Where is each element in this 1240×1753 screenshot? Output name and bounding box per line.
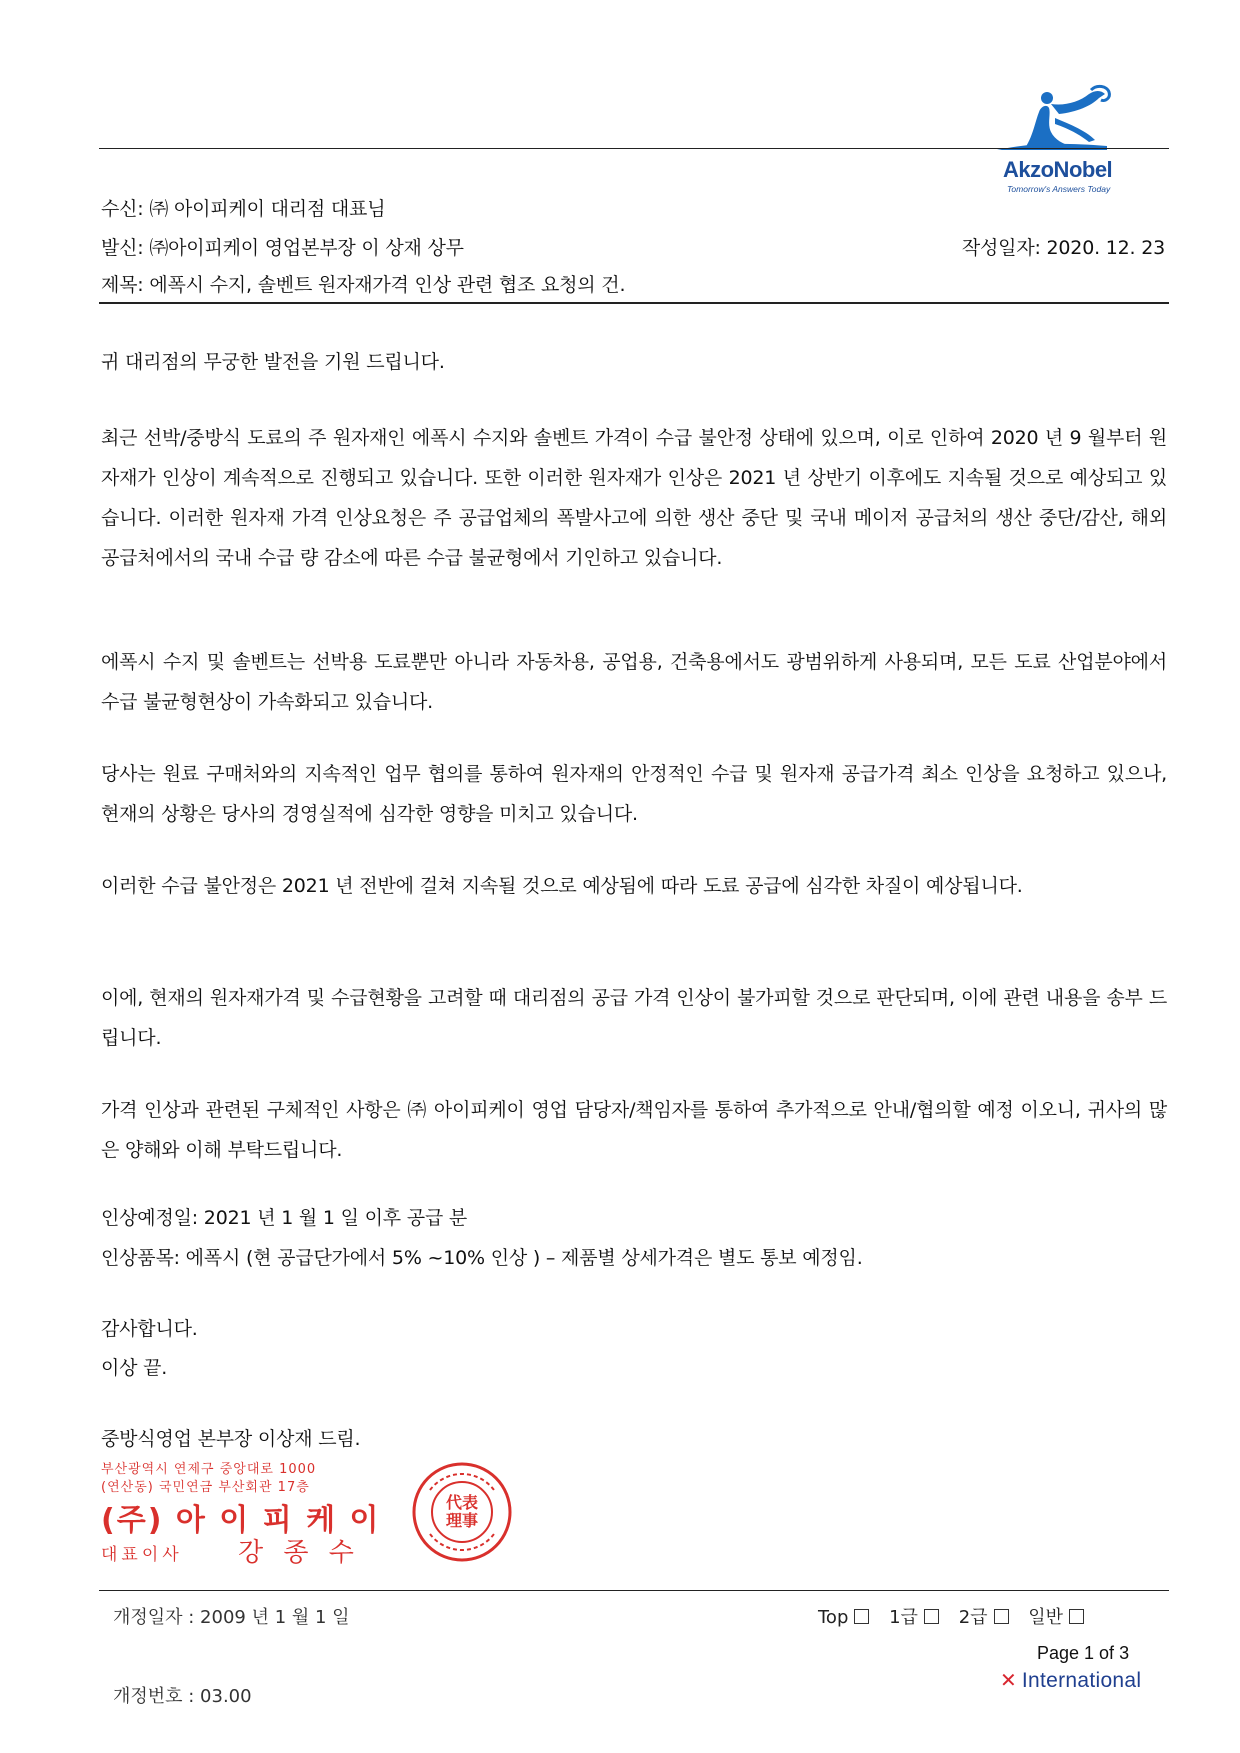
international-brand: International (1021, 1669, 1142, 1692)
paragraph-2: 에폭시 수지 및 솔벤트는 선박용 도료뿐만 아니라 자동차용, 공업용, 건축용에서도 광범위하게 사용되며, 모든 도료 산업분야에서 수급 불균형현상이 가속화되고 있습니다. (101, 651, 1167, 713)
class-2-checkbox[interactable] (994, 1609, 1009, 1624)
thanks-line: 감사합니다. (101, 1318, 198, 1340)
paragraph-6: 가격 인상과 관련된 구체적인 사항은 ㈜ 아이피케이 영업 담당자/책임자를 통하여 추가적으로 안내/협의할 예정 이오니, 귀사의 많은 양해와 이해 부탁드립니다. (101, 1099, 1167, 1161)
date-line: 작성일자: 2020. 12. 23 (961, 237, 1165, 259)
ceo-name-stamp: 강 종 수 (238, 1538, 360, 1568)
company-address-1: 부산광역시 연제구 중앙대로 1000 (101, 1462, 317, 1477)
akzonobel-brand: AkzoNobel (1003, 157, 1113, 182)
akzonobel-tagline: Tomorrow's Answers Today (1007, 184, 1111, 194)
paragraph-4: 이러한 수급 불안정은 2021 년 전반에 걸쳐 지속될 것으로 예상됨에 따라 도료 공급에 심각한 차질이 예상됩니다. (101, 875, 1023, 897)
paragraph-5: 이에, 현재의 원자재가격 및 수급현황을 고려할 때 대리점의 공급 가격 인상이 불가피할 것으로 판단되며, 이에 관련 내용을 송부 드립니다. (101, 987, 1167, 1049)
akzonobel-figure-icon (995, 84, 1145, 154)
header-top-rule (99, 148, 1169, 149)
class-2-label: 2급 (958, 1607, 988, 1628)
greeting: 귀 대리점의 무궁한 발전을 기원 드립니다. (101, 351, 445, 373)
international-x-icon: ✕ (1000, 1668, 1017, 1692)
class-1-checkbox[interactable] (924, 1609, 939, 1624)
ceo-title-stamp: 대표이사 (101, 1545, 183, 1565)
signature-line: 중방식영업 본부장 이상재 드림. (101, 1428, 361, 1450)
class-top-checkbox[interactable] (854, 1609, 869, 1624)
company-name-stamp: (주) 아 이 피 케 이 (101, 1503, 381, 1538)
revision-number: 개정번호 : 03.00 (113, 1686, 252, 1707)
page-number: Page 1 of 3 (1037, 1643, 1130, 1663)
classification-row (818, 1603, 1084, 1629)
official-seal (410, 1460, 514, 1564)
akzonobel-logo (995, 84, 1145, 199)
schedule-line: 인상예정일: 2021 년 1 월 1 일 이후 공급 분 (101, 1207, 468, 1229)
subject-line: 제목: 에폭시 수지, 솔벤트 원자재가격 인상 관련 협조 요청의 건. (101, 274, 626, 296)
paragraph-1: 최근 선박/중방식 도료의 주 원자재인 에폭시 수지와 솔벤트 가격이 수급 불안정 상태에 있으며, 이로 인하여 2020 년 9 월부터 원자재가 인상이 계속적으로 진행되고 있습니다. 또한 이러한 원자재가 인상은 2021 년 상반기 이후에도 지속될 것으로 예상되고 있습니다. 이러한 원자재 가격 인상요청은 주 공급업체의 폭발사고에 의한 생산 중단 및 국내 메이저 공급처의 생산 중단/감산, 해외 공급처에서의 국내 수급 량 감소에 따른 수급 불균형에서 기인하고 있습니다. (101, 427, 1167, 569)
international-logo (1000, 1668, 1141, 1694)
class-1-label: 1급 (889, 1607, 918, 1628)
recipient-line: 수신: ㈜ 아이피케이 대리점 대표님 (101, 198, 386, 220)
seal-text: 代表理事 (445, 1493, 478, 1530)
end-line: 이상 끝. (101, 1357, 168, 1379)
class-general-label: 일반 (1028, 1607, 1064, 1628)
class-top-label: Top (818, 1607, 849, 1628)
revision-date: 개정일자 : 2009 년 1 월 1 일 (113, 1607, 350, 1628)
header-bottom-rule (99, 302, 1169, 304)
paragraph-3: 당사는 원료 구매처와의 지속적인 업무 협의를 통하여 원자재의 안정적인 수급 및 원자재 공급가격 최소 인상을 요청하고 있으나, 현재의 상황은 당사의 경영실적에 심각한 영향을 미치고 있습니다. (101, 763, 1167, 825)
class-general-checkbox[interactable] (1069, 1609, 1084, 1624)
sender-line: 발신: ㈜아이피케이 영업본부장 이 상재 상무 (101, 237, 464, 259)
company-address-2: (연산동) 국민연금 부산회관 17층 (101, 1480, 310, 1495)
footer-rule (99, 1590, 1169, 1591)
items-line: 인상품목: 에폭시 (현 공급단가에서 5% ~10% 인상 ) – 제품별 상세가격은 별도 통보 예정임. (101, 1247, 863, 1269)
